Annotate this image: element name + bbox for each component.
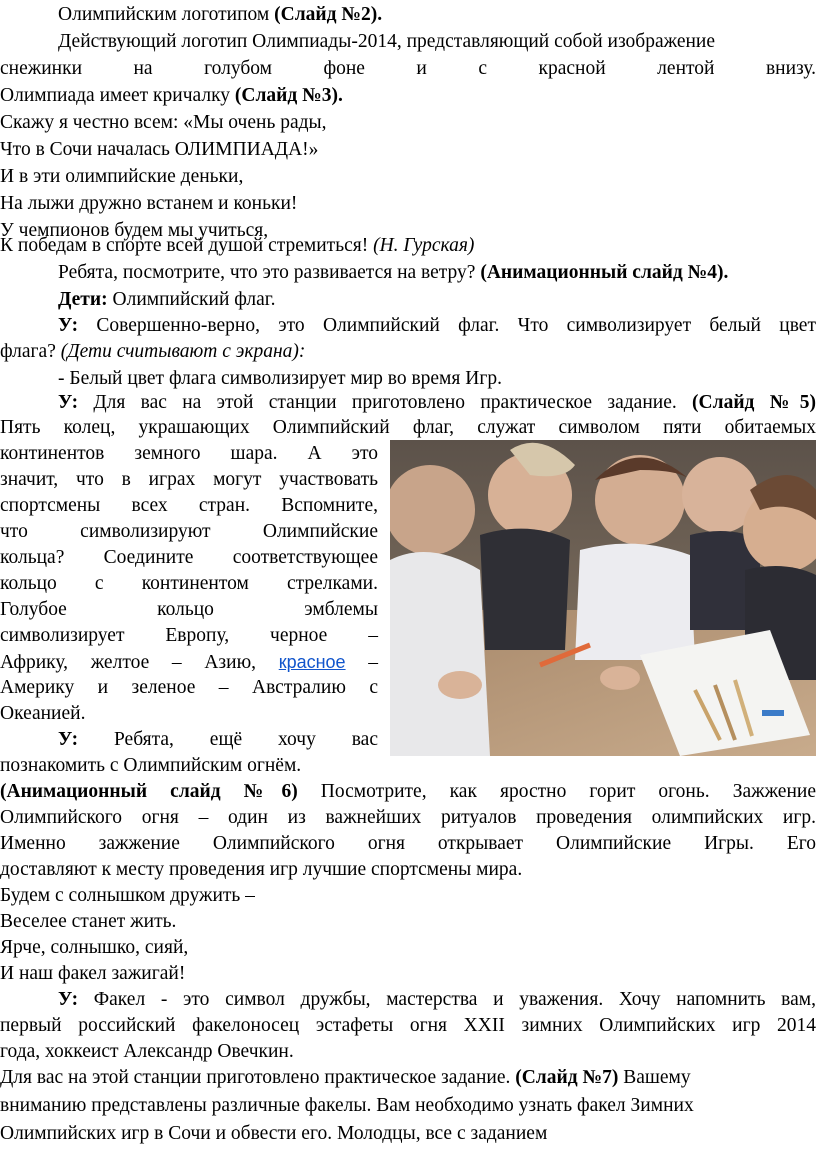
paragraph-line: Олимпийским логотипом (Слайд №2). [58, 4, 383, 25]
paragraph-line: значит, что в играх могут участвовать [0, 469, 378, 490]
paragraph-line: спортсмены всех стран. Вспомните, [0, 495, 378, 516]
paragraph-line: кольцо с континентом стрелками. [0, 573, 378, 594]
paragraph-line: года, хоккеист Александр Овечкин. [0, 1041, 294, 1062]
paragraph-line: Олимпиада имеет кричалку (Слайд №3). [0, 85, 343, 106]
paragraph-line: Для вас на этой станции приготовлено практическое задание. (Слайд №7) Вашему [0, 1067, 691, 1088]
paragraph-line: - Белый цвет флага символизирует мир во время Игр. [58, 368, 502, 389]
paragraph-line: Ребята, посмотрите, что это развивается на ветру? (Анимационный слайд №4). [58, 262, 729, 283]
paragraph-line: доставляют к месту проведения игр лучшие спортсмены мира. [0, 859, 523, 880]
paragraph-line: У: Факел - это символ дружбы, мастерства и уважения. Хочу напомнить вам, [58, 989, 816, 1010]
poem-line: Скажу я честно всем: «Мы очень рады, [0, 112, 327, 133]
paragraph-line: Действующий логотип Олимпиады-2014, представляющий собой изображение [58, 31, 716, 52]
link-red[interactable]: красное [278, 652, 346, 672]
poem-line: К победам в спорте всей душой стремиться! (Н. Гурская) [0, 235, 475, 256]
paragraph-line: У: Совершенно-верно, это Олимпийский флаг. Что символизирует белый цвет [58, 315, 816, 336]
paragraph-line: Олимпийского огня – один из важнейших ритуалов проведения олимпийских игр. [0, 807, 816, 828]
paragraph-line: (Анимационный слайд №6) Посмотрите, как яростно горит огонь. Зажжение [0, 781, 816, 802]
paragraph-line: Океанией. [0, 703, 86, 724]
paragraph-line: первый российский факелоносец эстафеты огня XXII зимних Олимпийских игр 2014 [0, 1015, 816, 1036]
paragraph-line: Именно зажжение Олимпийского огня открывает Олимпийские Игры. Его [0, 833, 816, 854]
paragraph-line: Дети: Олимпийский флаг. [58, 289, 276, 310]
paragraph-line: Пять колец, украшающих Олимпийский флаг, служат символом пяти обитаемых [0, 417, 816, 438]
photo-children-classroom [390, 440, 816, 756]
poem-line: Ярче, солнышко, сияй, [0, 937, 189, 958]
paragraph-line: Америку и зеленое – Австралию с [0, 677, 378, 698]
poem-line: На лыжи дружно встанем и коньки! [0, 193, 298, 214]
paragraph-line: континентов земного шара. А это [0, 443, 378, 464]
poem-line: У чемпионов будем мы учиться, [0, 220, 269, 241]
paragraph-line: кольца? Соедините соответствующее [0, 547, 378, 568]
paragraph-line: символизирует Европу, черное – [0, 625, 378, 646]
poem-line: Что в Сочи началась ОЛИМПИАДА!» [0, 139, 319, 160]
poem-line: И наш факел зажигай! [0, 963, 186, 984]
poem-line: Веселее станет жить. [0, 911, 177, 932]
paragraph-line: флага? (Дети считывают с экрана): [0, 341, 306, 362]
paragraph-line: Олимпийских игр в Сочи и обвести его. Молодцы, все с заданием [0, 1123, 548, 1144]
paragraph-line: познакомить с Олимпийским огнём. [0, 755, 302, 776]
paragraph-line: снежинки на голубом фоне и с красной лентой внизу. [0, 58, 816, 79]
poem-line: Будем с солнышком дружить – [0, 885, 255, 906]
poem-line: И в эти олимпийские деньки, [0, 166, 244, 187]
paragraph-line: Голубое кольцо эмблемы [0, 599, 378, 620]
photo-children-illustration [390, 440, 816, 756]
paragraph-line: вниманию представлены различные факелы. Вам необходимо узнать факел Зимних [0, 1095, 694, 1116]
paragraph-line: У: Ребята, ещё хочу вас [58, 729, 378, 750]
paragraph-line: Африку, желтое – Азию, красное – [0, 652, 378, 673]
paragraph-line: что символизируют Олимпийские [0, 521, 378, 542]
paragraph-line: У: Для вас на этой станции приготовлено практическое задание. (Слайд №5) [58, 392, 816, 413]
